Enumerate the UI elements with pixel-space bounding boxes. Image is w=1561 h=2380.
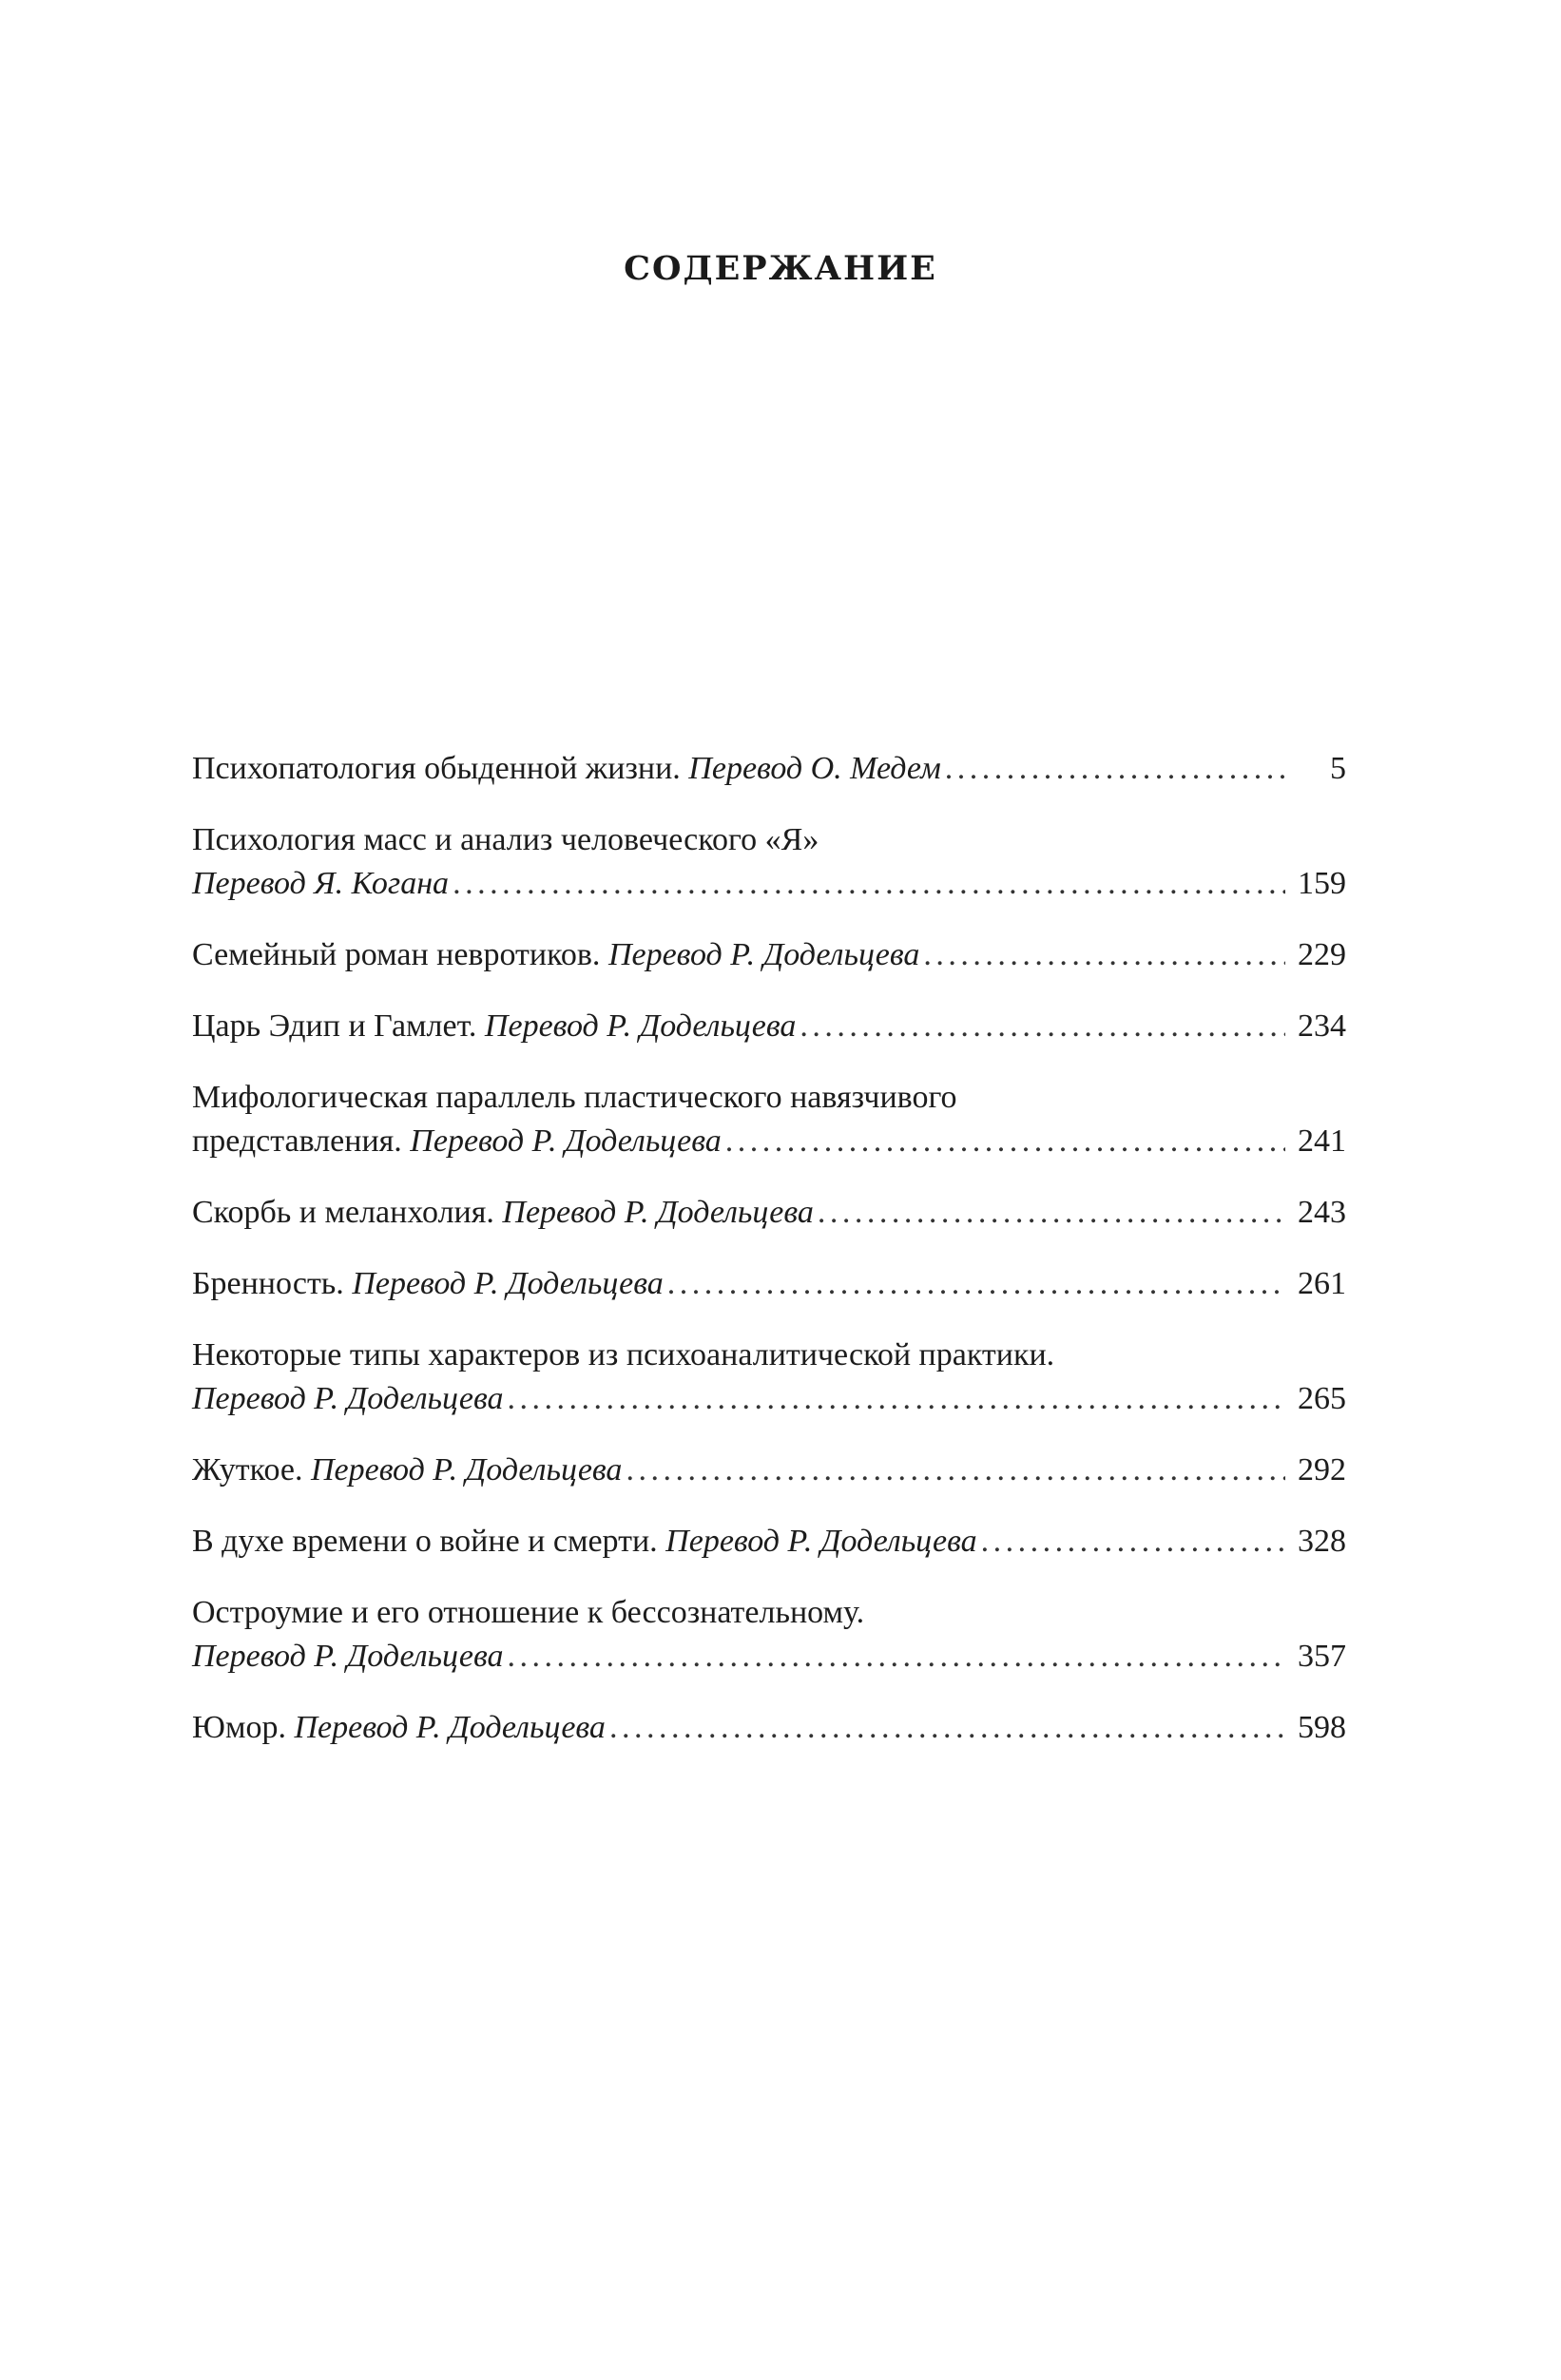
entry-title: Психология масс и анализ человеческого «Я»	[192, 822, 819, 857]
toc-entry[interactable]	[192, 1334, 1346, 1421]
entry-page-number: 261	[1298, 1266, 1346, 1301]
toc-entry[interactable]	[192, 1262, 1346, 1306]
entry-page-number: 243	[1298, 1195, 1346, 1230]
entry-translator: Перевод Я. Когана	[192, 866, 450, 901]
toc-entry[interactable]	[192, 1520, 1346, 1564]
dot-leader	[507, 1635, 1285, 1679]
toc-entry[interactable]	[192, 1706, 1346, 1750]
entry-page-number: 598	[1298, 1710, 1346, 1745]
dot-leader	[945, 747, 1285, 791]
entry-translator: Перевод Р. Додельцева	[665, 1524, 977, 1559]
dot-leader	[725, 1120, 1285, 1163]
toc-entry[interactable]	[192, 1449, 1346, 1492]
entry-translator: Перевод Р. Додельцева	[607, 937, 920, 972]
entry-title: Некоторые типы характеров из психоаналитической практики.	[192, 1337, 1055, 1372]
entry-page-number: 159	[1298, 866, 1346, 901]
toc-entry[interactable]	[192, 1591, 1346, 1679]
entry-translator: Перевод Р. Додельцева	[410, 1123, 722, 1159]
entry-title: Царь Эдип и Гамлет.	[192, 1008, 477, 1044]
entry-title-line1: Мифологическая параллель пластического навязчивого	[192, 1080, 957, 1115]
entry-translator: Перевод Р. Додельцева	[192, 1639, 504, 1674]
toc-entry[interactable]	[192, 1005, 1346, 1048]
entry-translator: Перевод Р. Додельцева	[502, 1195, 814, 1230]
dot-leader	[453, 862, 1285, 906]
dot-leader	[923, 933, 1285, 977]
entry-translator: Перевод Р. Додельцева	[310, 1452, 623, 1488]
entry-translator: Перевод Р. Додельцева	[192, 1381, 504, 1416]
toc-entry[interactable]	[192, 1076, 1346, 1163]
entry-title: Жуткое.	[192, 1452, 303, 1488]
dot-leader	[818, 1191, 1285, 1235]
dot-leader	[507, 1377, 1285, 1421]
entry-translator: Перевод О. Медем	[688, 751, 941, 786]
toc-entry[interactable]	[192, 818, 1346, 906]
entry-title: Психопатология обыденной жизни.	[192, 751, 681, 786]
dot-leader	[800, 1005, 1285, 1048]
entry-translator: Перевод Р. Додельцева	[352, 1266, 664, 1301]
dot-leader	[667, 1262, 1285, 1306]
entry-page-number: 234	[1298, 1008, 1346, 1044]
entry-title: В духе времени о войне и смерти.	[192, 1524, 658, 1559]
page-title: СОДЕРЖАНИЕ	[624, 249, 937, 288]
entry-title: представления.	[192, 1123, 402, 1159]
entry-page-number: 241	[1298, 1123, 1346, 1159]
toc-entry[interactable]	[192, 933, 1346, 977]
entry-page-number: 328	[1298, 1524, 1346, 1559]
entry-title: Бренность.	[192, 1266, 344, 1301]
entry-page-number: 265	[1298, 1381, 1346, 1416]
entry-title: Остроумие и его отношение к бессознательному.	[192, 1595, 865, 1630]
entry-translator: Перевод Р. Додельцева	[484, 1008, 797, 1044]
toc-entry[interactable]	[192, 747, 1346, 791]
entry-title: Семейный роман невротиков.	[192, 937, 601, 972]
entry-page-number: 229	[1298, 937, 1346, 972]
dot-leader	[626, 1449, 1285, 1492]
entry-translator: Перевод Р. Додельцева	[294, 1710, 606, 1745]
dot-leader	[981, 1520, 1285, 1564]
entry-page-number: 357	[1298, 1639, 1346, 1674]
table-of-contents	[192, 747, 1346, 1777]
toc-entry[interactable]	[192, 1191, 1346, 1235]
entry-title: Скорбь и меланхолия.	[192, 1195, 494, 1230]
dot-leader	[609, 1706, 1285, 1750]
entry-page-number: 292	[1298, 1452, 1346, 1488]
entry-page-number: 5	[1330, 751, 1346, 786]
entry-title: Юмор.	[192, 1710, 286, 1745]
